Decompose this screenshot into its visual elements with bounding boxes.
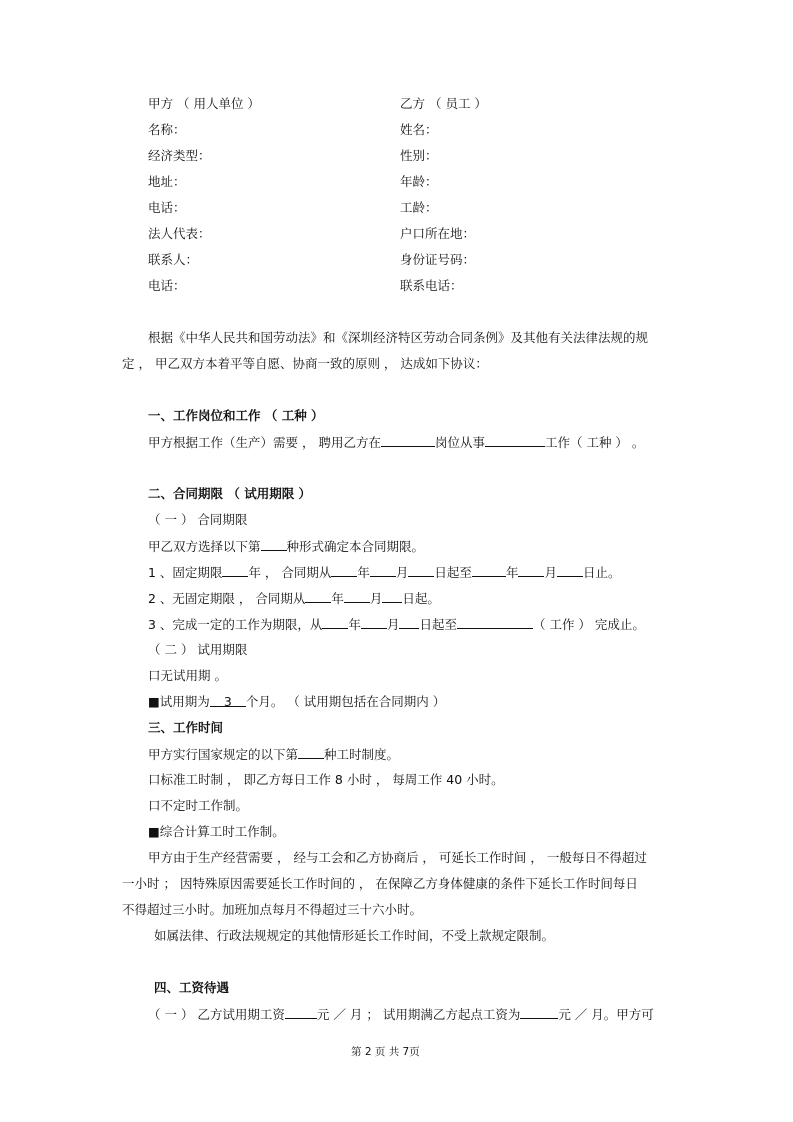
overtime-para-line-1: 甲方由于生产经营需要 ， 经与工会和乙方协商后 ， 可延长工作时间 ， 一般每日不得超过 [148, 850, 647, 865]
fixed-years-blank[interactable] [222, 564, 248, 577]
term-form-blank[interactable] [261, 538, 287, 551]
task-month-label: 月 [386, 617, 400, 632]
fixed-start-day-blank[interactable] [408, 564, 434, 577]
fixed-month-label: 月 [395, 565, 409, 580]
trial-checkbox-label[interactable]: ■试用期为 [148, 694, 210, 709]
intro-line-2: 定 ， 甲乙双方本着平等自愿、协商一致的原则 ， 达成如下协议： [122, 356, 488, 371]
fixed-end-day-blank[interactable] [557, 564, 583, 577]
task-year-label: 年 [348, 617, 361, 632]
starting-salary-blank[interactable] [520, 1006, 558, 1019]
salary-text-c: 元 ／ 月。甲方可 [558, 1007, 654, 1022]
party-a-name: 名称： [148, 122, 186, 137]
trial-salary-blank[interactable] [285, 1006, 317, 1019]
task-label: 3 、完成一定的工作为期限，从 [148, 617, 323, 632]
party-b-id-number: 身份证号码： [400, 252, 476, 267]
task-term-line [148, 616, 645, 633]
comprehensive-hours-option[interactable]: ■综合计算工时工作制。 [148, 824, 285, 839]
task-until-label: 日起至 [419, 617, 457, 632]
party-a-economy-type: 经济类型： [148, 148, 211, 163]
party-a-legal-rep: 法人代表： [148, 226, 211, 241]
fixed-end-year-label: 年 [505, 565, 519, 580]
task-day-blank[interactable] [399, 616, 419, 629]
section-1-heading: 一、工作岗位和工作 （ 工种 ） [148, 408, 324, 423]
section-4-heading: 四、工资待遇 [154, 980, 230, 995]
choose-term-text-a: 甲乙双方选择以下第 [148, 539, 261, 554]
hours-choose-text-a: 甲方实行国家规定的以下第 [148, 747, 299, 762]
fixed-end-month-label: 月 [544, 565, 557, 580]
s1-text-c: 工作（ 工种 ） 。 [544, 435, 645, 450]
no-trial-checkbox[interactable]: 口无试用期 。 [148, 668, 227, 683]
nonfixed-end-label: 日起。 [402, 591, 440, 606]
standard-hours-option[interactable]: 口标准工时制 ， 即乙方每日工作 8 小时 ， 每周工作 40 小时。 [148, 772, 504, 787]
salary-text-a: （ 一 ） 乙方试用期工资 [148, 1007, 285, 1022]
fixed-end-year-blank[interactable] [472, 564, 506, 577]
flexible-hours-option[interactable]: 口不定时工作制。 [148, 798, 249, 813]
nonfixed-label: 2 、无固定期限 ， 合同期从 [148, 591, 306, 606]
fixed-text: 年 ， 合同期从 [248, 565, 332, 580]
party-b-age: 年龄： [400, 174, 438, 189]
contract-term-subheading: （ 一 ） 合同期限 [148, 512, 248, 527]
fixed-label: 1 、固定期限 [148, 565, 223, 580]
task-work-blank[interactable] [457, 616, 533, 629]
choose-term-line [148, 538, 424, 555]
choose-term-text-b: 种形式确定本合同期限。 [286, 539, 425, 554]
party-a-phone: 电话： [148, 200, 186, 215]
exception-para: 如属法律、行政法规规定的其他情形延长工作时间，不受上款规定限制。 [154, 928, 555, 943]
fixed-term-line [148, 564, 620, 581]
trial-period-line [148, 694, 445, 710]
party-a-title: 甲方 （ 用人单位 ） [148, 96, 260, 111]
party-b-seniority: 工龄： [400, 200, 438, 215]
overtime-para-line-3: 不得超过三小时。加班加点每月不得超过三十六小时。 [122, 902, 423, 917]
nonfixed-year-label: 年 [331, 591, 344, 606]
section-1-text [148, 434, 644, 451]
s1-text-b: 岗位从事 [434, 435, 485, 450]
hours-form-blank[interactable] [298, 746, 324, 759]
fixed-start-month-blank[interactable] [370, 564, 396, 577]
task-month-blank[interactable] [361, 616, 387, 629]
salary-text-b: 元 ／ 月 ； 试用期满乙方起点工资为 [316, 1007, 521, 1022]
trial-note: 个月。 （ 试用期包括在合同期内 ） [245, 694, 446, 709]
nonfixed-year-blank[interactable] [305, 590, 331, 603]
nonfixed-term-line [148, 590, 440, 607]
nonfixed-month-blank[interactable] [344, 590, 370, 603]
s1-text-a: 甲方根据工作（生产）需要 ， 聘用乙方在 [148, 435, 381, 450]
nonfixed-month-label: 月 [369, 591, 383, 606]
fixed-end-month-blank[interactable] [518, 564, 544, 577]
party-b-name: 姓名： [400, 122, 438, 137]
hours-choose-text-b: 种工时制度。 [324, 747, 400, 762]
work-blank[interactable] [485, 434, 545, 447]
nonfixed-day-blank[interactable] [382, 590, 402, 603]
trial-period-subheading: （ 二 ） 试用期限 [148, 642, 248, 657]
work-hours-choose-line [148, 746, 399, 763]
fixed-year-label: 年 [357, 565, 370, 580]
section-2-heading: 二、合同期限 （ 试用期限 ） [148, 486, 312, 501]
party-b-title: 乙方 （ 员工 ） [400, 96, 487, 111]
post-blank[interactable] [381, 434, 435, 447]
fixed-start-year-blank[interactable] [331, 564, 357, 577]
section-3-heading: 三、工作时间 [148, 720, 224, 735]
task-year-blank[interactable] [322, 616, 348, 629]
page-footer: 第 2 页 共 7页 [351, 1046, 420, 1058]
party-a-contact: 联系人： [148, 252, 199, 267]
party-a-contact-phone: 电话： [148, 278, 186, 293]
trial-months-field[interactable]: 3 [210, 694, 246, 707]
task-end-label: （ 工作 ） 完成止。 [532, 617, 645, 632]
intro-line-1: 根据《中华人民共和国劳动法》和《深圳经济特区劳动合同条例》及其他有关法律法规的规 [148, 330, 649, 345]
party-b-phone: 联系电话： [400, 278, 463, 293]
overtime-para-line-2: 一小时 ； 因特殊原因需要延长工作时间的 ， 在保障乙方身体健康的条件下延长工作时间每日 [122, 876, 638, 891]
fixed-end-label: 日止。 [582, 565, 621, 580]
party-b-gender: 性别： [400, 148, 438, 163]
salary-line [148, 1006, 654, 1023]
party-a-address: 地址： [148, 174, 186, 189]
party-b-household: 户口所在地： [400, 226, 476, 241]
fixed-until-label: 日起至 [434, 565, 472, 580]
